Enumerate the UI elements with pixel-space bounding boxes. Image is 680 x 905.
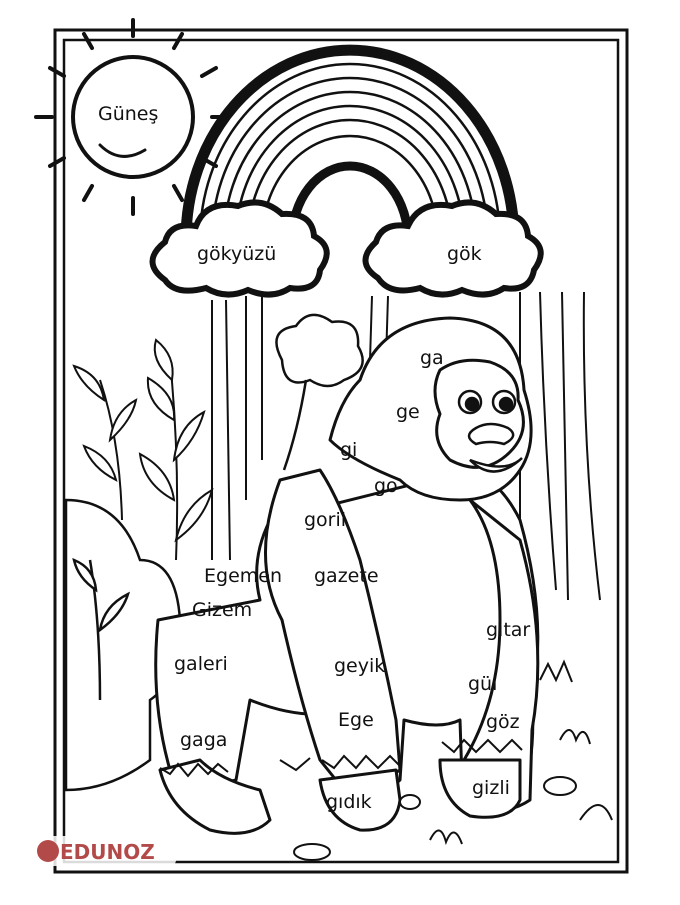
sun-label: Güneş bbox=[98, 103, 159, 125]
word-ge: ge bbox=[396, 401, 420, 423]
word-gazete: gazete bbox=[314, 565, 379, 587]
word-gidik: gıdık bbox=[326, 791, 372, 813]
word-ga: ga bbox=[420, 347, 444, 369]
word-gizli: gizli bbox=[472, 777, 510, 799]
word-gitar: gitar bbox=[486, 619, 531, 641]
word-gi: gi bbox=[340, 439, 358, 461]
watermark-logo bbox=[34, 836, 176, 866]
word-galeri: galeri bbox=[174, 653, 228, 675]
cloud-right-label: gök bbox=[447, 243, 482, 265]
word-ege: Ege bbox=[338, 709, 374, 731]
word-gaga: gaga bbox=[180, 729, 228, 751]
word-egemen: Egemen bbox=[204, 565, 282, 587]
cloud-left-label: gökyüzü bbox=[197, 243, 277, 265]
word-gul: gül bbox=[468, 673, 498, 695]
word-go: go bbox=[374, 475, 398, 497]
word-geyik: geyik bbox=[334, 655, 386, 677]
word-goril: goril bbox=[304, 509, 347, 531]
watermark-text: EDUNOZ bbox=[60, 840, 155, 864]
word-gizem: Gizem bbox=[192, 599, 253, 621]
word-goz: göz bbox=[486, 711, 520, 733]
